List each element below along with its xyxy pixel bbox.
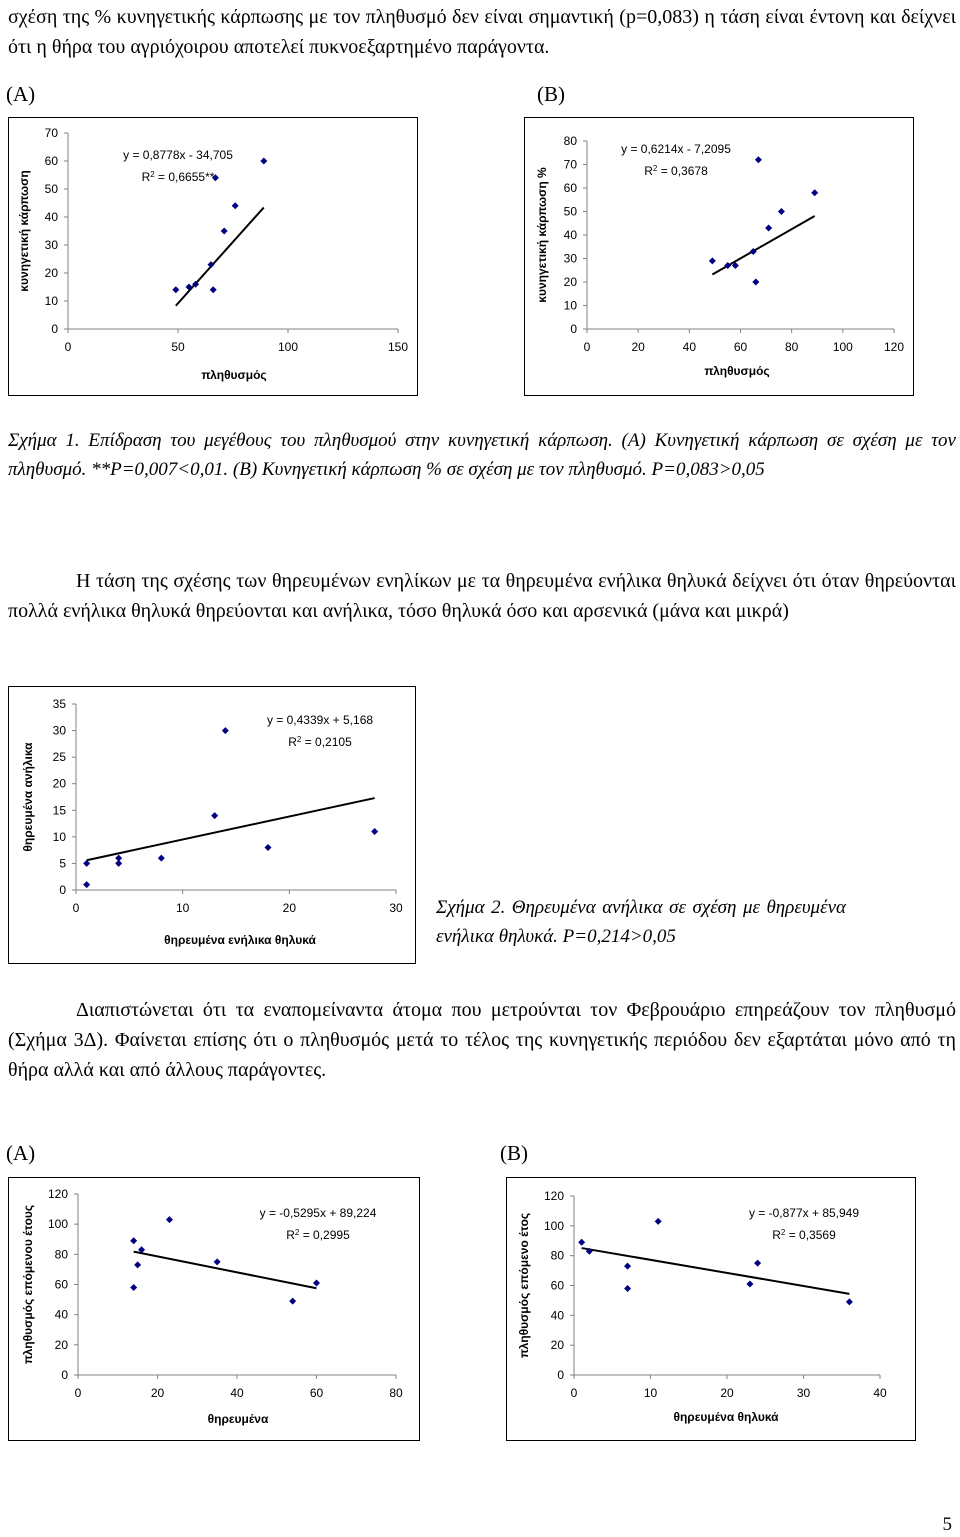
y-tick-label: 30 bbox=[52, 723, 66, 738]
r-squared-value: = 0,2105 bbox=[301, 735, 352, 749]
y-tick-label: 80 bbox=[54, 1247, 68, 1262]
y-tick-label: 80 bbox=[550, 1248, 564, 1263]
x-tick-label: 60 bbox=[733, 340, 748, 354]
x-tick-label: 20 bbox=[720, 1386, 734, 1400]
x-tick-label: 0 bbox=[64, 340, 72, 354]
y-tick-label: 10 bbox=[52, 829, 66, 844]
trend-equation: y = -0,877x + 85,949 bbox=[748, 1206, 860, 1220]
chart-fig2 bbox=[8, 686, 416, 964]
label-b-fig3: (Β) bbox=[500, 1141, 528, 1165]
x-tick-label: 50 bbox=[171, 340, 185, 354]
x-tick-label: 100 bbox=[832, 340, 853, 354]
trend-equation: y = 0,8778x - 34,705 bbox=[123, 148, 233, 162]
r-squared-prefix: R bbox=[772, 1228, 781, 1242]
y-tick-label: 50 bbox=[44, 182, 58, 196]
y-tick-label: 35 bbox=[52, 697, 66, 711]
y-tick-label: 40 bbox=[550, 1308, 564, 1323]
r-squared-sup: 2 bbox=[296, 734, 302, 744]
r-squared-prefix: R bbox=[141, 170, 151, 184]
x-tick-label: 0 bbox=[74, 1386, 82, 1400]
y-tick-label: 20 bbox=[54, 1337, 68, 1352]
x-tick-label: 20 bbox=[150, 1386, 165, 1400]
y-tick-label: 0 bbox=[61, 1368, 68, 1382]
y-tick-label: 40 bbox=[563, 228, 577, 242]
x-axis-title: θηρευμένα bbox=[207, 1412, 269, 1426]
y-tick-label: 20 bbox=[563, 275, 577, 289]
y-tick-label: 40 bbox=[54, 1307, 68, 1322]
x-axis-title: θηρευμένα ενήλικα θηλυκά bbox=[164, 933, 316, 947]
y-tick-label: 60 bbox=[44, 154, 58, 168]
y-axis-title: κυνηγετική κάρπωση bbox=[17, 170, 31, 292]
y-tick-label: 70 bbox=[44, 126, 58, 140]
intro-paragraph: σχέση της % κυνηγετικής κάρπωσης με τον πληθυσμό δεν είναι σημαντική (p=0,083) η τάση είναι έντονη και δείχνει ότι η θήρα του αγριόχοιρου αποτελεί πυκνοεξαρτημένο παράγοντα. bbox=[8, 6, 956, 58]
y-tick-label: 40 bbox=[44, 210, 58, 224]
x-tick-label: 0 bbox=[583, 340, 591, 354]
y-tick-label: 30 bbox=[563, 251, 577, 266]
y-tick-label: 15 bbox=[52, 803, 66, 818]
y-axis-title: θηρευμένα ανήλικα bbox=[21, 742, 35, 852]
x-tick-label: 40 bbox=[230, 1386, 244, 1400]
y-axis-title: κυνηγετική κάρπωση % bbox=[535, 167, 549, 303]
y-axis-title: πληθυσμός επόμενου έτους bbox=[21, 1204, 35, 1365]
x-tick-label: 10 bbox=[643, 1386, 658, 1400]
y-tick-label: 0 bbox=[51, 322, 58, 336]
y-axis-title: πληθυσμός επόμενο έτος bbox=[517, 1212, 531, 1359]
r-squared-prefix: R bbox=[288, 735, 297, 749]
r-squared-prefix: R bbox=[286, 1228, 295, 1242]
y-tick-label: 20 bbox=[44, 266, 58, 280]
paragraph-3-text: Διαπιστώνεται ότι τα εναπομείναντα άτομα που μετρούνται τον Φεβρουάριο επηρεάζουν τον πληθυσμό (Σχήμα 3Δ). Φαίνεται επίσης ότι ο πληθυσμός μετά το τέλος της κυνηγετικής περιόδου δεν εξαρτάται μόνο από τη θήρα αλλά και από άλλους παράγοντες. bbox=[8, 999, 956, 1081]
chart-frame bbox=[9, 687, 416, 964]
x-axis-title: θηρευμένα θηλυκά bbox=[673, 1410, 779, 1424]
paragraph-3 bbox=[8, 995, 956, 1085]
y-tick-label: 0 bbox=[59, 883, 66, 897]
y-tick-label: 20 bbox=[550, 1338, 564, 1353]
r-squared-value: = 0,3678 bbox=[657, 164, 708, 178]
x-tick-label: 40 bbox=[682, 340, 697, 354]
x-tick-label: 30 bbox=[796, 1386, 811, 1400]
r-squared-value: = 0,6655** bbox=[154, 170, 215, 184]
y-tick-label: 10 bbox=[563, 298, 577, 313]
x-tick-label: 10 bbox=[175, 901, 190, 915]
x-tick-label: 80 bbox=[784, 340, 799, 354]
caption-fig1: Σχήμα 1. Επίδραση του μεγέθους του πληθυσμού στην κυνηγετική κάρπωση. (Α) Κυνηγετική κάρπωση σε σχέση με τον πληθυσμό. **P=0,007<0,01. (Β) Κυνηγετική κάρπωση % σε σχέση με τον πληθυσμό. P=0,083>0,05 bbox=[8, 430, 956, 480]
y-tick-label: 0 bbox=[570, 322, 577, 336]
y-tick-label: 70 bbox=[563, 157, 577, 172]
y-tick-label: 60 bbox=[54, 1277, 68, 1292]
x-tick-label: 0 bbox=[72, 901, 80, 915]
y-tick-label: 60 bbox=[563, 181, 577, 195]
label-a-fig1: (Α) bbox=[6, 82, 36, 106]
r-squared-prefix: R bbox=[644, 164, 653, 178]
trend-equation: y = -0,5295x + 89,224 bbox=[259, 1206, 377, 1220]
y-tick-label: 30 bbox=[44, 238, 58, 252]
x-axis-title: πληθυσμός bbox=[704, 364, 770, 378]
r-squared-sup: 2 bbox=[294, 1227, 300, 1237]
y-tick-label: 100 bbox=[543, 1218, 564, 1233]
y-tick-label: 25 bbox=[52, 750, 66, 765]
x-tick-label: 100 bbox=[277, 340, 299, 354]
caption-fig2: Σχήμα 2. Θηρευμένα ανήλικα σε σχέση με θηρευμένα ενήλικα θηλυκά. P=0,214>0,05 bbox=[436, 897, 846, 947]
paragraph-2 bbox=[8, 566, 956, 626]
x-tick-label: 30 bbox=[389, 901, 403, 915]
y-tick-label: 0 bbox=[557, 1368, 564, 1382]
x-tick-label: 0 bbox=[570, 1386, 578, 1400]
trend-equation: y = 0,6214x - 7,2095 bbox=[621, 142, 731, 156]
y-tick-label: 20 bbox=[52, 776, 66, 791]
y-tick-label: 120 bbox=[543, 1189, 564, 1203]
y-tick-label: 100 bbox=[47, 1217, 68, 1232]
y-tick-label: 60 bbox=[550, 1278, 564, 1293]
y-tick-label: 50 bbox=[563, 204, 577, 219]
y-tick-label: 5 bbox=[59, 856, 66, 871]
x-tick-label: 20 bbox=[282, 901, 297, 915]
x-tick-label: 60 bbox=[309, 1386, 324, 1400]
x-tick-label: 40 bbox=[873, 1386, 887, 1400]
x-axis-title: πληθυσμός bbox=[201, 368, 267, 382]
paragraph-2-text: Η τάση της σχέσης των θηρευμένων ενηλίκων με τα θηρευμένα ενήλικα θηλυκά δείχνει ότι όταν θηρεύονται πολλά ενήλικα θηλυκά θηρεύονται και ανήλικα, τόσο θηλυκά όσο και αρσενικά (μάνα και μικρά) bbox=[8, 570, 956, 622]
label-b-fig1: (Β) bbox=[537, 82, 565, 106]
r-squared-sup: 2 bbox=[150, 169, 155, 179]
r-squared-value: = 0,3569 bbox=[785, 1228, 836, 1242]
y-tick-label: 120 bbox=[47, 1187, 68, 1201]
x-tick-label: 80 bbox=[389, 1386, 403, 1400]
x-tick-label: 150 bbox=[387, 340, 409, 354]
chart-fig1a bbox=[8, 117, 418, 396]
y-tick-label: 80 bbox=[563, 134, 577, 148]
y-tick-label: 10 bbox=[44, 294, 58, 308]
chart-fig1b bbox=[524, 117, 914, 396]
page-number: 5 bbox=[942, 1514, 952, 1535]
trend-equation: y = 0,4339x + 5,168 bbox=[266, 713, 374, 727]
chart-fig3b bbox=[506, 1177, 916, 1441]
chart-fig3a bbox=[8, 1177, 420, 1441]
x-tick-label: 20 bbox=[631, 340, 645, 354]
r-squared-value: = 0,2995 bbox=[299, 1228, 350, 1242]
label-a-fig3: (Α) bbox=[6, 1141, 36, 1165]
x-tick-label: 120 bbox=[883, 340, 905, 354]
r-squared-sup: 2 bbox=[780, 1227, 786, 1237]
r-squared-sup: 2 bbox=[652, 163, 658, 173]
